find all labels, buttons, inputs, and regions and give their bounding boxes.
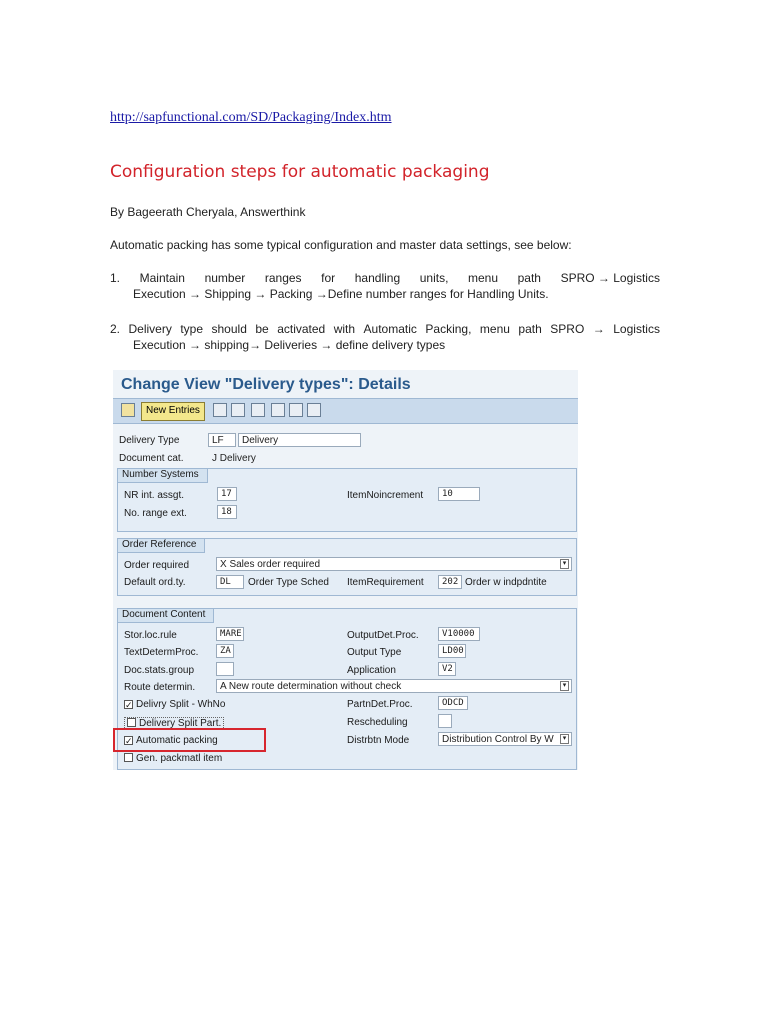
step-word: path bbox=[517, 271, 541, 285]
order-required-value: X Sales order required bbox=[220, 559, 321, 570]
select-block-icon[interactable] bbox=[289, 403, 303, 417]
step-word: with bbox=[333, 322, 356, 336]
distrbtn-mode-select[interactable] bbox=[438, 732, 572, 746]
item-no-increment-label: ItemNoincrement bbox=[347, 490, 424, 501]
dropdown-icon[interactable]: ▾ bbox=[560, 559, 569, 569]
automatic-packing-checkbox[interactable]: ✓ Automatic packing bbox=[125, 735, 218, 746]
step-1 bbox=[110, 270, 660, 302]
dropdown-icon[interactable]: ▾ bbox=[560, 734, 569, 744]
rescheduling-field[interactable] bbox=[438, 714, 452, 728]
source-link[interactable]: http://sapfunctional.com/SD/Packaging/Index.htm bbox=[110, 110, 392, 125]
step-word: path bbox=[518, 322, 542, 336]
copy-icon[interactable] bbox=[213, 403, 227, 417]
step-word: for bbox=[321, 271, 336, 285]
step-word: handling bbox=[354, 271, 401, 285]
step-word: Automatic bbox=[363, 322, 417, 336]
document-cat-code: J bbox=[212, 453, 217, 464]
deselect-all-icon[interactable] bbox=[307, 403, 321, 417]
step-2-line-2: Execution → shipping→ Deliveries → define delivery types bbox=[133, 338, 446, 352]
application-field[interactable]: V2 bbox=[438, 662, 456, 676]
order-reference-title: Order Reference bbox=[117, 538, 205, 553]
nr-int-assgt-label: NR int. assgt. bbox=[124, 490, 185, 501]
checkbox-unchecked-icon[interactable] bbox=[124, 753, 133, 762]
document-cat-text: Delivery bbox=[219, 453, 256, 464]
step-word: Packing, bbox=[425, 322, 472, 336]
step-word: number bbox=[204, 271, 246, 285]
partn-det-proc-label: PartnDet.Proc. bbox=[347, 699, 413, 710]
doc-stats-group-field[interactable] bbox=[216, 662, 234, 676]
gen-packmatl-item-checkbox[interactable]: Gen. packmatl item bbox=[124, 753, 222, 764]
document-content-title: Document Content bbox=[117, 608, 214, 623]
step-word: activated bbox=[277, 322, 326, 336]
distrbtn-mode-label: Distrbtn Mode bbox=[347, 735, 410, 746]
step-2 bbox=[110, 321, 660, 353]
order-required-label: Order required bbox=[124, 560, 190, 571]
stor-loc-rule-field[interactable]: MARE bbox=[216, 627, 244, 641]
output-type-field[interactable]: LD00 bbox=[438, 644, 466, 658]
item-requirement-label: ItemRequirement bbox=[347, 577, 424, 588]
default-ord-ty-label: Default ord.ty. bbox=[124, 577, 186, 588]
step-word: type bbox=[180, 322, 204, 336]
highlight-box bbox=[113, 728, 266, 752]
rescheduling-label: Rescheduling bbox=[347, 717, 408, 728]
document-cat-field bbox=[208, 451, 270, 465]
route-determin-value: A New route determination without check bbox=[220, 681, 402, 692]
step-word: SPRO → Logistics bbox=[560, 271, 660, 285]
step-number: 1. bbox=[110, 271, 121, 285]
delivery-type-text-field[interactable]: Delivery bbox=[238, 433, 361, 447]
number-systems-group bbox=[117, 468, 577, 532]
delete-icon[interactable] bbox=[231, 403, 245, 417]
checkbox-checked-icon[interactable]: ✓ bbox=[125, 700, 133, 710]
delivery-split-part-checkbox[interactable]: Delivery Split Part. bbox=[124, 717, 224, 730]
no-range-ext-label: No. range ext. bbox=[124, 508, 187, 519]
item-requirement-field[interactable]: 202 bbox=[438, 575, 462, 589]
intro-paragraph: Automatic packing has some typical configuration and master data settings, see below: bbox=[110, 238, 572, 252]
output-det-proc-field[interactable]: V10000 bbox=[438, 627, 480, 641]
step-word: units, bbox=[419, 271, 449, 285]
byline: By Bageerath Cheryala, Answerthink bbox=[110, 205, 306, 219]
step-word: SPRO bbox=[550, 322, 585, 336]
step-word: Logistics bbox=[613, 322, 660, 336]
output-det-proc-label: OutputDet.Proc. bbox=[347, 630, 419, 641]
default-ord-ty-field[interactable]: DL bbox=[216, 575, 244, 589]
edit-icon[interactable] bbox=[121, 403, 135, 417]
sap-toolbar bbox=[113, 398, 578, 424]
nr-int-assgt-field[interactable]: 17 bbox=[217, 487, 237, 501]
doc-stats-group-label: Doc.stats.group bbox=[124, 665, 195, 676]
page-heading: Configuration steps for automatic packaging bbox=[110, 162, 490, 182]
distrbtn-mode-value: Distribution Control By W bbox=[442, 734, 554, 745]
checkbox-unchecked-icon[interactable] bbox=[127, 718, 136, 727]
output-type-label: Output Type bbox=[347, 647, 402, 658]
item-no-increment-field[interactable]: 10 bbox=[438, 487, 480, 501]
select-all-icon[interactable] bbox=[271, 403, 285, 417]
step-word: Maintain bbox=[139, 271, 185, 285]
step-word: → bbox=[592, 322, 605, 336]
step-number: 2. bbox=[110, 322, 121, 336]
order-type-sched-label: Order Type Sched bbox=[248, 577, 329, 588]
document-cat-label: Document cat. bbox=[119, 453, 184, 464]
delivery-type-code-field[interactable]: LF bbox=[208, 433, 236, 447]
stor-loc-rule-label: Stor.loc.rule bbox=[124, 630, 177, 641]
step-word: Delivery bbox=[128, 322, 172, 336]
route-determin-label: Route determin. bbox=[124, 682, 196, 693]
step-word: menu bbox=[468, 271, 499, 285]
order-reference-group bbox=[117, 538, 577, 596]
text-determ-proc-label: TextDetermProc. bbox=[124, 647, 199, 658]
dropdown-icon[interactable]: ▾ bbox=[560, 681, 569, 691]
route-determin-select[interactable] bbox=[216, 679, 572, 693]
order-required-select[interactable] bbox=[216, 557, 572, 571]
sap-delivery-types-screenshot bbox=[113, 370, 578, 770]
step-2-line-1 bbox=[110, 321, 660, 337]
partn-det-proc-field[interactable]: ODCD bbox=[438, 696, 468, 710]
delivery-split-whno-checkbox[interactable]: ✓ Delivry Split - WhNo bbox=[125, 699, 226, 710]
undo-icon[interactable] bbox=[251, 403, 265, 417]
sap-screen-title: Change View "Delivery types": Details bbox=[121, 376, 411, 393]
step-word: should bbox=[211, 322, 247, 336]
number-systems-title: Number Systems bbox=[117, 468, 208, 483]
new-entries-button[interactable]: New Entries bbox=[141, 402, 205, 421]
step-word: menu bbox=[479, 322, 510, 336]
delivery-type-label: Delivery Type bbox=[119, 435, 180, 446]
step-word: be bbox=[255, 322, 269, 336]
step-word: ranges bbox=[264, 271, 302, 285]
item-requirement-text: Order w indpdntite bbox=[465, 577, 547, 588]
step-1-line-2: Execution → Shipping → Packing →Define number ranges for Handling Units. bbox=[133, 287, 549, 301]
checkbox-checked-icon[interactable]: ✓ bbox=[125, 736, 133, 746]
text-determ-proc-field[interactable]: ZA bbox=[216, 644, 234, 658]
no-range-ext-field[interactable]: 18 bbox=[217, 505, 237, 519]
application-label: Application bbox=[347, 665, 396, 676]
step-1-line-1 bbox=[110, 270, 660, 286]
